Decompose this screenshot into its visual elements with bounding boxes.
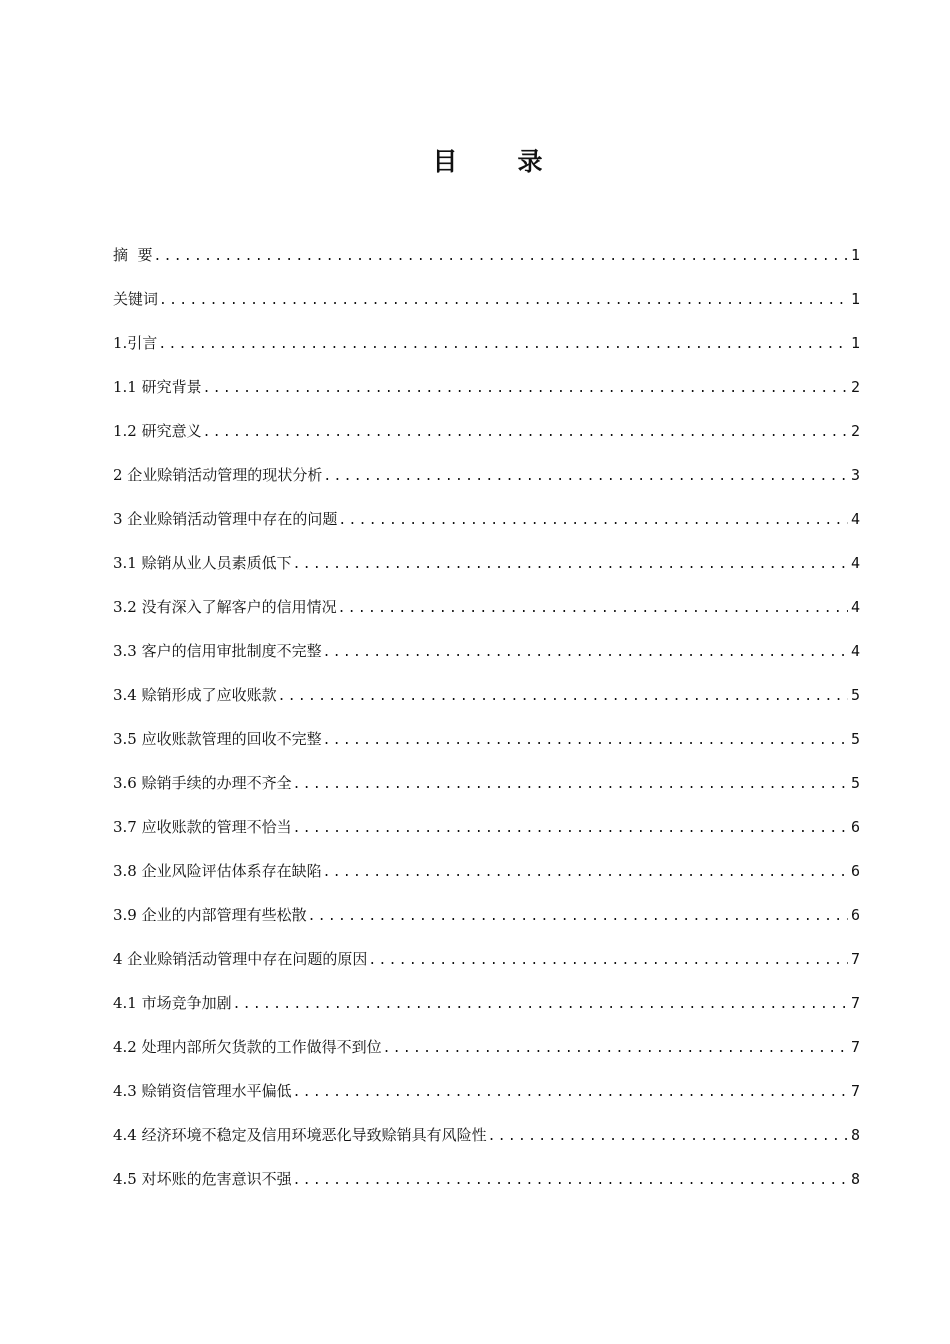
toc-dot-leader — [323, 851, 848, 893]
toc-entry-label: 3.9 企业的内部管理有些松散 — [113, 906, 307, 924]
toc-entry-page-number: 1 — [850, 246, 860, 264]
toc-entry-label: 4.2 处理内部所欠货款的工作做得不到位 — [113, 1038, 382, 1056]
toc-entry[interactable] — [113, 541, 860, 585]
toc-entry[interactable] — [113, 673, 860, 717]
toc-dot-leader — [323, 455, 848, 497]
toc-entry-label: 4.1 市场竞争加剧 — [113, 994, 232, 1012]
toc-entry-label: 4.5 对坏账的危害意识不强 — [113, 1170, 292, 1188]
toc-entry[interactable] — [113, 277, 860, 321]
toc-dot-leader — [338, 499, 848, 541]
toc-entry-page-number: 7 — [850, 994, 860, 1012]
toc-dot-leader — [293, 763, 848, 805]
toc-entry[interactable] — [113, 937, 860, 981]
toc-entry[interactable] — [113, 1157, 860, 1201]
toc-entry-page-number: 4 — [850, 642, 860, 660]
toc-dot-leader — [323, 631, 848, 673]
toc-entry-label: 关键词 — [113, 290, 159, 308]
toc-entry[interactable] — [113, 717, 860, 761]
toc-dot-leader — [159, 279, 848, 321]
toc-entry[interactable] — [113, 981, 860, 1025]
toc-entry-label: 摘 要 — [113, 246, 153, 264]
title-char-2: 录 — [517, 147, 543, 176]
toc-entry[interactable] — [113, 805, 860, 849]
toc-entry-label: 1.2 研究意义 — [113, 422, 202, 440]
title-char-1: 目 — [432, 147, 458, 176]
toc-entry-page-number: 5 — [850, 730, 860, 748]
toc-entry-label: 3.7 应收账款的管理不恰当 — [113, 818, 292, 836]
toc-entry-label: 3.1 赊销从业人员素质低下 — [113, 554, 292, 572]
toc-dot-leader — [488, 1115, 848, 1157]
toc-entry-page-number: 5 — [850, 774, 860, 792]
toc-entry[interactable] — [113, 365, 860, 409]
toc-entry[interactable] — [113, 409, 860, 453]
toc-entry[interactable] — [113, 1069, 860, 1113]
toc-entry[interactable] — [113, 893, 860, 937]
toc-dot-leader — [293, 543, 848, 585]
toc-entry[interactable] — [113, 849, 860, 893]
toc-dot-leader — [383, 1027, 848, 1069]
toc-entry[interactable] — [113, 1025, 860, 1069]
toc-entry[interactable] — [113, 453, 860, 497]
toc-entry-label: 1.引言 — [113, 334, 158, 352]
toc-entry-page-number: 6 — [850, 862, 860, 880]
toc-entry-page-number: 1 — [850, 290, 860, 308]
toc-dot-leader — [338, 587, 848, 629]
toc-entry[interactable] — [113, 585, 860, 629]
toc-entry-label: 3.4 赊销形成了应收账款 — [113, 686, 277, 704]
toc-entry[interactable] — [113, 629, 860, 673]
toc-entry-label: 3 企业赊销活动管理中存在的问题 — [113, 510, 338, 528]
toc-entry-page-number: 2 — [850, 422, 860, 440]
toc-entry-page-number: 7 — [850, 1038, 860, 1056]
toc-entry[interactable] — [113, 497, 860, 541]
toc-entry-page-number: 7 — [850, 950, 860, 968]
toc-entry-page-number: 7 — [850, 1082, 860, 1100]
toc-entry-label: 4 企业赊销活动管理中存在问题的原因 — [113, 950, 368, 968]
toc-entry-label: 2 企业赊销活动管理的现状分析 — [113, 466, 323, 484]
toc-dot-leader — [293, 807, 848, 849]
toc-dot-leader — [323, 719, 848, 761]
toc-dot-leader — [278, 675, 848, 717]
toc-dot-leader — [233, 983, 848, 1025]
toc-dot-leader — [154, 235, 848, 277]
toc-entry-page-number: 6 — [850, 818, 860, 836]
toc-entry-page-number: 8 — [850, 1126, 860, 1144]
toc-entry-page-number: 4 — [850, 554, 860, 572]
toc-entry-page-number: 6 — [850, 906, 860, 924]
toc-entry-label: 3.6 赊销手续的办理不齐全 — [113, 774, 292, 792]
toc-dot-leader — [203, 411, 848, 453]
toc-entry-page-number: 5 — [850, 686, 860, 704]
toc-entry-label: 4.4 经济环境不稳定及信用环境恶化导致赊销具有风险性 — [113, 1126, 487, 1144]
toc-entry-label: 1.1 研究背景 — [113, 378, 202, 396]
toc-entry-page-number: 1 — [850, 334, 860, 352]
toc-dot-leader — [308, 895, 848, 937]
toc-entry-label: 3.5 应收账款管理的回收不完整 — [113, 730, 322, 748]
toc-dot-leader — [293, 1071, 848, 1113]
toc-dot-leader — [293, 1159, 848, 1201]
toc-entry[interactable] — [113, 233, 860, 277]
toc-dot-leader — [368, 939, 848, 981]
table-of-contents — [113, 233, 860, 1201]
toc-entry[interactable] — [113, 1113, 860, 1157]
toc-dot-leader — [203, 367, 848, 409]
toc-entry-label: 4.3 赊销资信管理水平偏低 — [113, 1082, 292, 1100]
toc-entry-page-number: 3 — [850, 466, 860, 484]
toc-entry-label: 3.2 没有深入了解客户的信用情况 — [113, 598, 337, 616]
toc-entry-label: 3.8 企业风险评估体系存在缺陷 — [113, 862, 322, 880]
toc-entry-page-number: 4 — [850, 510, 860, 528]
toc-entry-page-number: 2 — [850, 378, 860, 396]
page-title — [0, 142, 950, 178]
toc-entry-page-number: 4 — [850, 598, 860, 616]
toc-entry-label: 3.3 客户的信用审批制度不完整 — [113, 642, 322, 660]
toc-dot-leader — [158, 323, 848, 365]
toc-entry-page-number: 8 — [850, 1170, 860, 1188]
toc-entry[interactable] — [113, 321, 860, 365]
toc-entry[interactable] — [113, 761, 860, 805]
